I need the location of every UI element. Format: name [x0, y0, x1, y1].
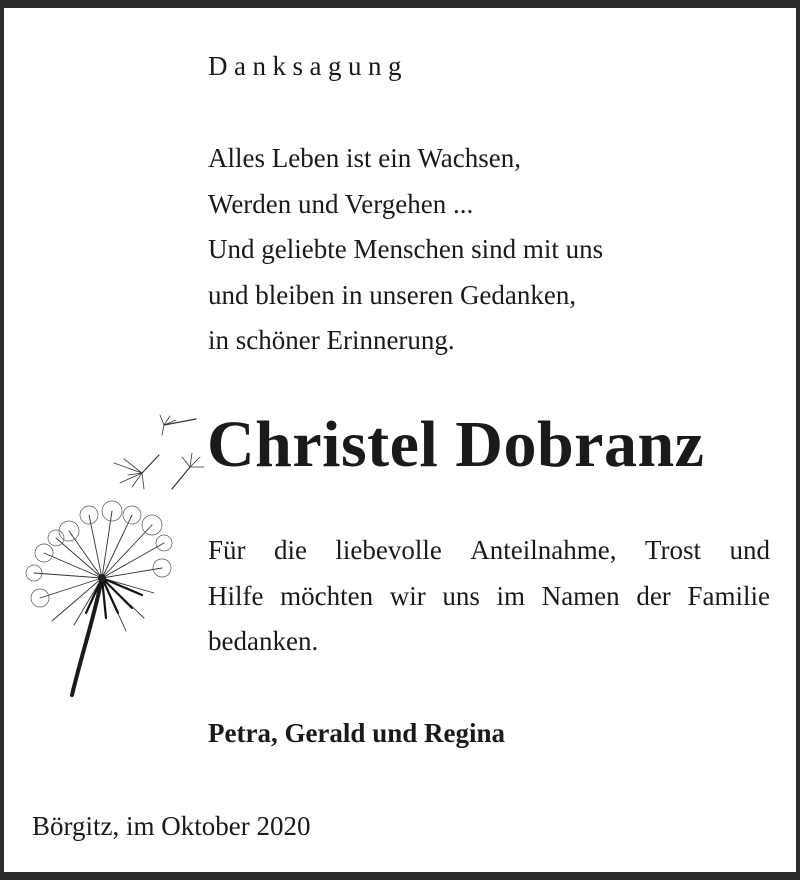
word: Anteilnahme, [470, 535, 617, 565]
heading: Danksagung [208, 51, 408, 81]
thanks-line [208, 574, 770, 620]
word: liebevolle [335, 535, 442, 565]
thanks-paragraph [208, 528, 770, 665]
word: der [636, 580, 671, 611]
word: im [496, 580, 526, 611]
poem-line: und bleiben in unseren Gedanken, [208, 279, 577, 310]
poem-line: Werden und Vergehen ... [208, 188, 474, 219]
word: Für [208, 535, 246, 565]
dandelion-seed-icon [160, 415, 196, 435]
thanks-line [208, 528, 770, 574]
word: Hilfe [208, 580, 264, 611]
place-date: Börgitz, im Oktober 2020 [32, 811, 311, 841]
word: Familie [687, 580, 770, 611]
dandelion-icon [14, 403, 214, 703]
dandelion-seed-icon [114, 455, 159, 489]
word: wir [389, 580, 426, 611]
thanks-line: bedanken. [208, 626, 319, 656]
deceased-name: Christel Dobranz [207, 408, 705, 481]
poem [208, 136, 768, 364]
word: Trost [644, 535, 701, 565]
poem-line: in schöner Erinnerung. [208, 325, 455, 355]
signers: Petra, Gerald und Regina [208, 718, 505, 748]
poem-line: Alles Leben ist ein Wachsen, [208, 143, 521, 173]
word: Namen [541, 580, 620, 611]
dandelion-seed-icon [172, 453, 204, 489]
word: möchten [280, 580, 374, 611]
poem-line: Und geliebte Menschen sind mit uns [208, 234, 604, 264]
word: uns [442, 580, 480, 611]
word: die [273, 535, 307, 565]
word: und [729, 535, 770, 565]
